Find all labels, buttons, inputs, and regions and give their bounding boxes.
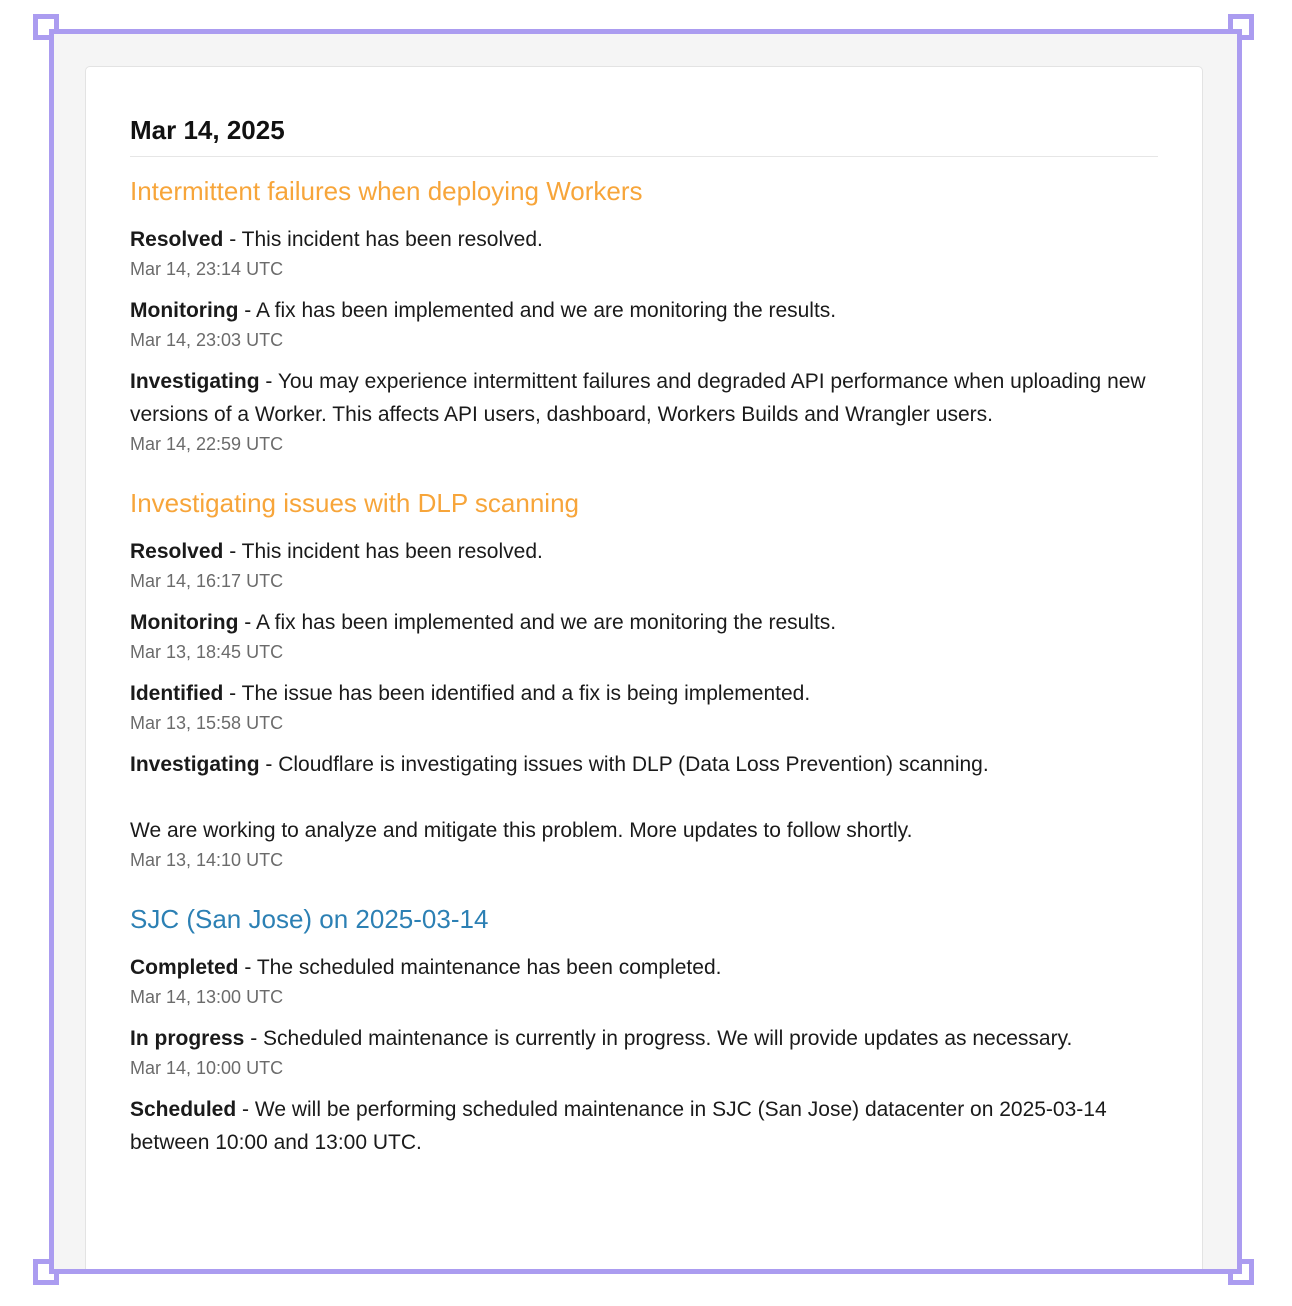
- update-status: Monitoring: [130, 610, 239, 634]
- incident-update: [130, 223, 1158, 280]
- update-body: [130, 1022, 1158, 1055]
- update-status: Resolved: [130, 539, 224, 563]
- update-text: The scheduled maintenance has been completed.: [256, 955, 722, 979]
- update-status: Monitoring: [130, 298, 239, 322]
- paragraph-gap: [130, 781, 1158, 814]
- incident-title-link[interactable]: SJC (San Jose) on 2025-03-14: [130, 903, 489, 934]
- update-timestamp: Mar 14, 10:00 UTC: [130, 1057, 284, 1078]
- update-body: [130, 535, 1158, 568]
- incident-update: [130, 606, 1158, 663]
- update-separator: -: [223, 227, 242, 251]
- update-timestamp: Mar 13, 18:45 UTC: [130, 641, 284, 662]
- update-text: Scheduled maintenance is currently in progress. We will provide updates as necessary.: [263, 1026, 1073, 1050]
- update-timestamp: Mar 14, 22:59 UTC: [130, 433, 284, 454]
- update-text: This incident has been resolved.: [241, 539, 543, 563]
- update-timestamp: Mar 13, 15:58 UTC: [130, 712, 284, 733]
- update-separator: -: [238, 955, 257, 979]
- update-body: [130, 748, 1158, 781]
- update-text: The issue has been identified and a fix is being implemented.: [241, 681, 811, 705]
- update-text: Cloudflare is investigating issues with DLP (Data Loss Prevention) scanning.: [278, 752, 989, 776]
- update-text: We will be performing scheduled maintenance in SJC (San Jose) datacenter on 2025-03-14 between 10:00 and 13:00 UTC.: [130, 1097, 1107, 1154]
- incident-update: [130, 677, 1158, 734]
- update-separator: -: [236, 1097, 255, 1121]
- update-separator: -: [238, 298, 256, 322]
- update-status: Scheduled: [130, 1097, 237, 1121]
- update-status: In progress: [130, 1026, 245, 1050]
- update-body-continued: We are working to analyze and mitigate this problem. More updates to follow shortly.: [130, 818, 913, 842]
- incident-update: [130, 748, 1158, 871]
- update-separator: -: [259, 369, 278, 393]
- incident-history-card: [85, 66, 1203, 1274]
- update-body: [130, 223, 1158, 256]
- selection-frame: [49, 29, 1242, 1274]
- update-status: Identified: [130, 681, 224, 705]
- incident-title-link[interactable]: Investigating issues with DLP scanning: [130, 487, 579, 518]
- update-status: Completed: [130, 955, 239, 979]
- update-separator: -: [223, 681, 242, 705]
- update-timestamp: Mar 14, 13:00 UTC: [130, 986, 284, 1007]
- update-body: [130, 606, 1158, 639]
- update-separator: -: [238, 610, 256, 634]
- update-text: A fix has been implemented and we are monitoring the results.: [255, 610, 837, 634]
- update-body: [130, 365, 1158, 431]
- update-status: Resolved: [130, 227, 224, 251]
- update-status: Investigating: [130, 752, 260, 776]
- update-timestamp: Mar 13, 14:10 UTC: [130, 849, 284, 870]
- update-separator: -: [244, 1026, 264, 1050]
- update-timestamp: Mar 14, 23:14 UTC: [130, 258, 284, 279]
- update-text: A fix has been implemented and we are monitoring the results.: [255, 298, 837, 322]
- incident-update: [130, 1093, 1158, 1159]
- incident-workers-deploy: [130, 175, 1158, 455]
- update-body: [130, 294, 1158, 327]
- incident-update: [130, 1022, 1158, 1079]
- update-status: Investigating: [130, 369, 260, 393]
- incident-update: [130, 294, 1158, 351]
- incident-title-link[interactable]: Intermittent failures when deploying Workers: [130, 176, 643, 207]
- update-timestamp: Mar 14, 23:03 UTC: [130, 329, 284, 350]
- update-body: [130, 677, 1158, 710]
- incident-update: [130, 365, 1158, 455]
- update-text: This incident has been resolved.: [241, 227, 543, 251]
- incident-update: [130, 535, 1158, 592]
- update-text: You may experience intermittent failures and degraded API performance when uploading new versions of a Worker. This affects API users, dashboard, Workers Builds and Wrangler users.: [130, 369, 1146, 426]
- update-body: [130, 951, 1158, 984]
- update-separator: -: [223, 539, 242, 563]
- date-heading: Mar 14, 2025: [130, 115, 1158, 157]
- update-separator: -: [259, 752, 279, 776]
- update-body: [130, 1093, 1158, 1159]
- maintenance-sjc: [130, 903, 1158, 1159]
- incident-dlp-scanning: [130, 487, 1158, 871]
- update-timestamp: Mar 14, 16:17 UTC: [130, 570, 284, 591]
- incident-update: [130, 951, 1158, 1008]
